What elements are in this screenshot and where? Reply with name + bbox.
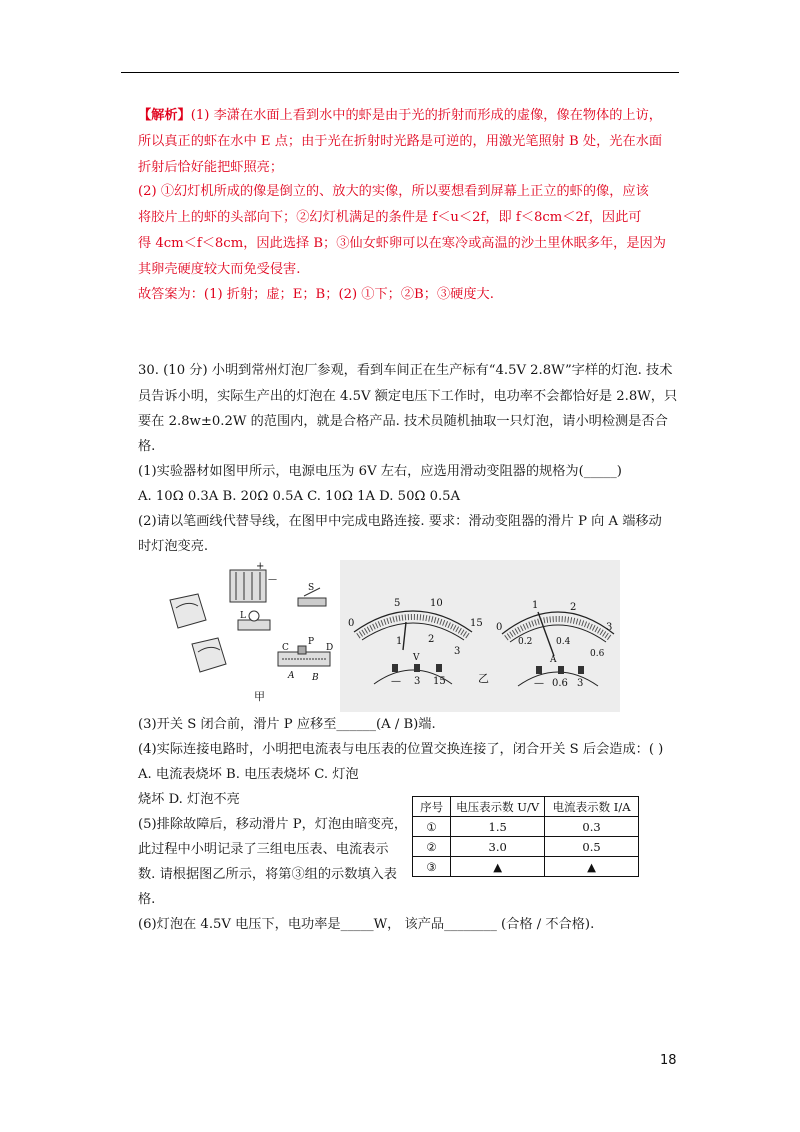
table-row — [413, 817, 639, 837]
voltmeter-letter: V — [413, 653, 420, 663]
voltmeter-tick-3: 3 — [454, 646, 461, 657]
figure-label-jia: 甲 — [254, 690, 265, 703]
analysis-line-1 — [138, 107, 662, 125]
voltmeter-device — [170, 594, 206, 628]
table-cell: ② — [413, 837, 451, 857]
table-row — [413, 837, 639, 857]
question-5-line-4: 格. — [138, 892, 156, 907]
table-header-index: 序号 — [413, 797, 451, 817]
analysis-line-2: 所以真正的虾在水中 E 点；由于光在折射时光路是可逆的，用激光笔照射 B 处，光在水面 — [138, 134, 663, 149]
question-5-line-2: 此过程中小明记录了三组电压表、电流表示 — [138, 842, 389, 857]
ammeter-terminal-0-6 — [558, 666, 564, 674]
voltmeter-tick-5: 5 — [394, 598, 401, 609]
table-header-row — [413, 797, 639, 817]
analysis-line-7: 其卵壳硬度较大而免受侵害. — [138, 262, 301, 277]
voltmeter-terminal-15 — [436, 664, 442, 672]
lamp-label: L — [240, 611, 246, 621]
ammeter-terminal-label-neg: — — [534, 678, 544, 689]
question-2-line-2: 时灯泡变亮. — [138, 539, 209, 554]
voltmeter-terminal-3 — [414, 664, 420, 672]
rheostat-label-a: A — [288, 671, 295, 681]
question-4-options-b: 烧坏 D. 灯泡不亮 — [138, 792, 240, 807]
question-line-3: 要在 2.8w±0.2W 的范围内，就是合格产品. 技术员随机抽取一只灯泡，请小明检测是否合 — [138, 414, 668, 429]
table-cell: ① — [413, 817, 451, 837]
ammeter-tick-3: 3 — [606, 622, 613, 633]
ammeter-tick-1: 1 — [532, 600, 539, 611]
voltmeter-terminal-label-neg: — — [391, 676, 401, 687]
ammeter-terminal-3 — [578, 666, 584, 674]
ammeter-tick-2: 2 — [570, 602, 577, 613]
voltmeter-terminal-neg — [392, 664, 398, 672]
question-3: (3)开关 S 闭合前，滑片 P 应移至______(A / B)端. — [138, 717, 436, 732]
ammeter-tick-0-4: 0.4 — [556, 637, 571, 647]
voltmeter-tick-10: 10 — [430, 598, 443, 609]
question-line-1: 30. (10 分) 小明到常州灯泡厂参观，看到车间正在生产标有“4.5V 2.8W”字样的灯泡. 技术 — [138, 363, 673, 378]
table-cell: ▲ — [451, 857, 545, 877]
analysis-line-3: 折射后恰好能把虾照亮； — [138, 160, 284, 175]
question-2-line-1: (2)请以笔画线代替导线，在图甲中完成电路连接. 要求：滑动变阻器的滑片 P 向 A 端移动 — [138, 514, 662, 529]
voltmeter-terminal-label-15: 15 — [433, 676, 446, 687]
question-4-options-a: A. 电流表烧坏 B. 电压表烧坏 C. 灯泡 — [138, 767, 359, 782]
battery-minus-label: — — [268, 575, 277, 585]
analysis-answer: 故答案为：(1) 折射；虚；E；B；(2) ①下；②B；③硬度大. — [138, 287, 494, 302]
voltmeter-tick-1: 1 — [396, 636, 403, 647]
analysis-line-6: 得 4cm＜f＜8cm，因此选择 B；③仙女虾卵可以在寒冷或高温的沙土里休眠多年，是因为 — [138, 236, 666, 251]
ammeter-terminal-neg — [536, 666, 542, 674]
table-cell: 1.5 — [451, 817, 545, 837]
analysis-text-1: (1) 李潇在水面上看到水中的虾是由于光的折射而形成的虚像，像在物体的上访， — [190, 108, 662, 123]
rheostat-label-c: C — [282, 643, 289, 653]
question-line-4: 格. — [138, 439, 156, 454]
table-cell: ▲ — [545, 857, 639, 877]
page-number: 18 — [660, 1053, 677, 1068]
experiment-figure — [158, 560, 620, 712]
switch-label: S — [308, 583, 315, 593]
voltmeter-tick-15: 15 — [470, 618, 483, 629]
measurement-table — [412, 796, 639, 877]
ammeter-tick-0-6: 0.6 — [590, 649, 605, 659]
voltmeter-tick-2: 2 — [428, 634, 435, 645]
ammeter-terminal-label-0-6: 0.6 — [552, 678, 568, 689]
analysis-label: 【解析】 — [138, 108, 191, 123]
rheostat-label-b: B — [312, 673, 319, 683]
header-rule — [121, 72, 679, 73]
ammeter-tick-0-2: 0.2 — [518, 637, 533, 647]
question-5-line-3: 数. 请根据图乙所示，将第③组的示数填入表 — [138, 867, 397, 882]
question-1-options: A. 10Ω 0.3A B. 20Ω 0.5A C. 10Ω 1A D. 50Ω 0.5A — [138, 489, 461, 504]
battery-pack — [230, 570, 266, 602]
question-4: (4)实际连接电路时，小明把电流表与电压表的位置交换连接了，闭合开关 S 后会造成：( ) — [138, 742, 664, 757]
battery-plus-label: + — [256, 561, 265, 572]
figure-yi-background — [340, 560, 620, 712]
table-cell: ③ — [413, 857, 451, 877]
table-header-current: 电流表示数 I/A — [545, 797, 639, 817]
ammeter-letter: A — [550, 655, 557, 665]
ammeter-terminal-label-3: 3 — [577, 678, 584, 689]
table-cell: 0.5 — [545, 837, 639, 857]
analysis-line-5: 将胶片上的虾的头部向下；②幻灯机满足的条件是 f＜u＜2f，即 f＜8cm＜2f，因此可 — [138, 210, 642, 225]
voltmeter-tick-0: 0 — [348, 618, 355, 629]
rheostat-label-p: P — [308, 637, 315, 647]
rheostat-label-d: D — [326, 643, 334, 653]
question-5-line-1: (5)排除故障后，移动滑片 P，灯泡由暗变亮， — [138, 817, 408, 832]
voltmeter-terminal-label-3: 3 — [414, 676, 421, 687]
figure-label-yi: 乙 — [478, 672, 489, 685]
analysis-line-4: (2) ①幻灯机所成的像是倒立的、放大的实像，所以要想看到屏幕上正立的虾的像，应该 — [138, 184, 649, 199]
table-row — [413, 857, 639, 877]
table-header-voltage: 电压表示数 U/V — [451, 797, 545, 817]
question-1: (1)实验器材如图甲所示，电源电压为 6V 左右，应选用滑动变阻器的规格为(_____) — [138, 464, 622, 479]
ammeter-device — [192, 638, 226, 672]
question-line-2: 员告诉小明，实际生产出的灯泡在 4.5V 额定电压下工作时，电功率不会都恰好是 2.8W，只 — [138, 389, 678, 404]
table-cell: 3.0 — [451, 837, 545, 857]
ammeter-tick-0: 0 — [496, 622, 503, 633]
table-cell: 0.3 — [545, 817, 639, 837]
measurement-table-grid — [412, 796, 639, 877]
question-6: (6)灯泡在 4.5V 电压下，电功率是_____W， 该产品________ (合格 / 不合格). — [138, 917, 595, 932]
